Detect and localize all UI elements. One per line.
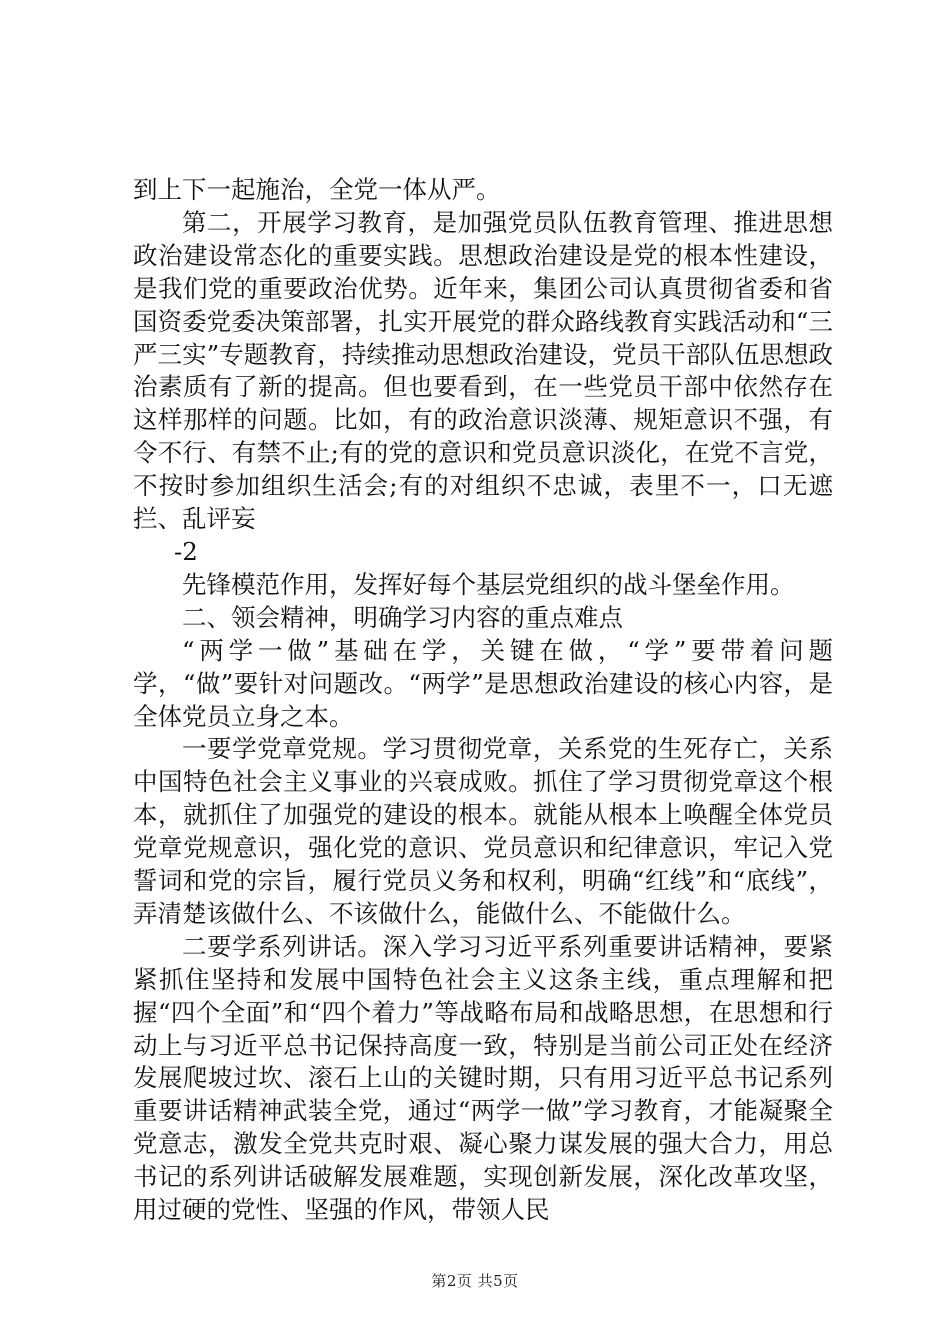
paragraph-continuation: 到上下一起施治，全党一体从严。: [133, 175, 501, 204]
paragraph-two-studies: “两学一做”基础在学，关键在做，“学”要带着问题学，“做”要针对问题改。“两学”是思想政治建设的核心内容，是全体党员立身之本。: [133, 635, 833, 731]
paragraph-speeches: 二要学系列讲话。深入学习习近平系列重要讲话精神，要紧紧抓住坚持和发展中国特色社会主义这条主线，重点理解和把握“四个全面”和“四个着力”等战略布局和战略思想，在思想和行动上与习近平总书记保持高度一致，特别是当前公司正处在经济发展爬坡过坎、滚石上山的关键时期，只有用习近平总书记系列重要讲话精神武装全党，通过“两学一做”学习教育，才能凝聚全党意志，激发全党共克时艰、凝心聚力谋发展的强大合力，用总书记的系列讲话破解发展难题，实现创新发展，深化改革攻坚，用过硬的党性、坚强的作风，带领人民: [133, 931, 833, 1225]
document-body: [133, 174, 833, 1227]
paragraph-vanguard: 先锋模范作用，发挥好每个基层党组织的战斗堡垒作用。: [182, 569, 795, 599]
page-number-marker: -2: [174, 536, 198, 566]
page-footer: 第2页 共5页: [431, 1272, 519, 1290]
section-heading: 二、领会精神，明确学习内容的重点难点: [182, 602, 623, 632]
paragraph-second-point: 第二，开展学习教育，是加强党员队伍教育管理、推进思想政治建设常态化的重要实践。思想政治建设是党的根本性建设，是我们党的重要政治优势。近年来，集团公司认真贯彻省委和省国资委党委决策部署，扎实开展党的群众路线教育实践活动和“三严三实”专题教育，持续推动思想政治建设，党员干部队伍思想政治素质有了新的提高。但也要看到，在一些党员干部中依然存在这样那样的问题。比如，有的政治意识淡薄、规矩意识不强，有令不行、有禁不止;有的党的意识和党员意识淡化，在党不言党，不按时参加组织生活会;有的对组织不忠诚，表里不一，口无遮拦、乱评妄: [133, 207, 833, 534]
paragraph-party-constitution: 一要学党章党规。学习贯彻党章，关系党的生死存亡，关系中国特色社会主义事业的兴衰成败。抓住了学习贯彻党章这个根本，就抓住了加强党的建设的根本。就能从根本上唤醒全体党员党章党规意识，强化党的意识、党员意识和纪律意识，牢记入党誓词和党的宗旨，履行党员义务和权利，明确“红线”和“底线”，弄清楚该做什么、不该做什么，能做什么、不能做什么。: [133, 734, 833, 928]
